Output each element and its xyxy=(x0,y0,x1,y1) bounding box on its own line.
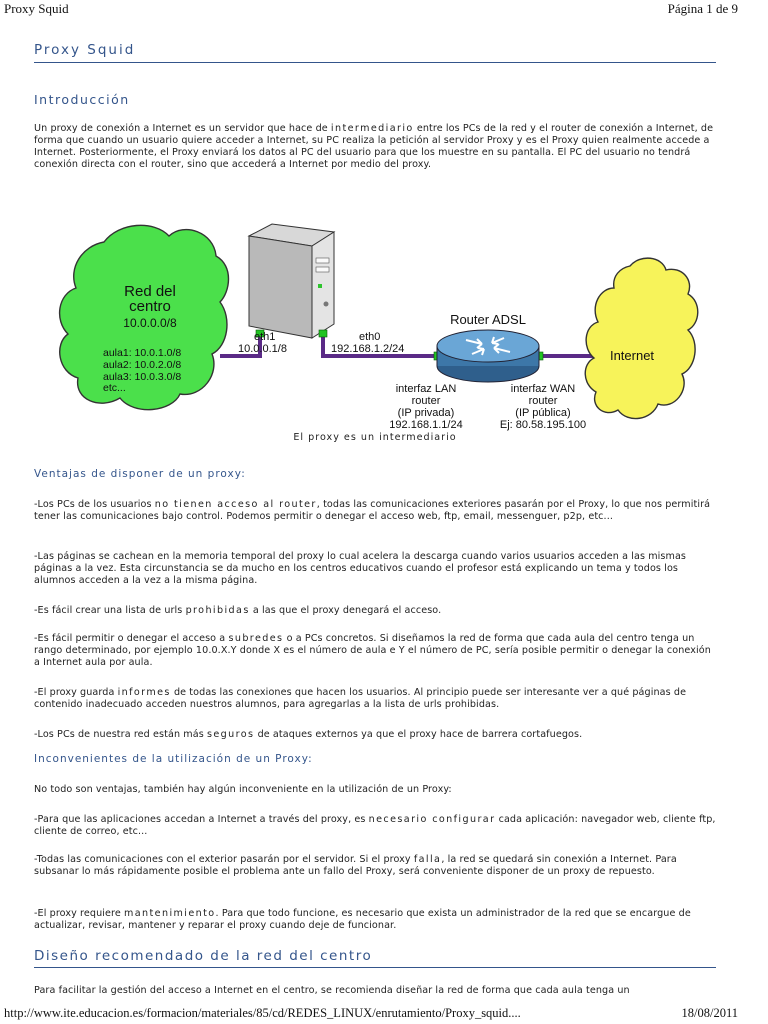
doc-title: Proxy Squid xyxy=(34,38,716,63)
diseno-heading: Diseño recomendado de la red del centro xyxy=(34,948,716,968)
cloud-left-net: 10.0.0.0/8 xyxy=(123,316,177,330)
wan-label-2: router xyxy=(528,395,558,407)
eth1-label: eth1 xyxy=(254,331,276,343)
ventajas-p5: -El proxy guarda informes de todas las conexiones que hacen los usuarios. Al principio puede ser interesante ver a qué páginas de contenido inadecuado acceden nuestros alumnos, para agregarlas a la lista de urls prohibidas. xyxy=(34,687,687,710)
wan-label-4: Ej: 80.58.195.100 xyxy=(499,419,587,431)
aula3-label: aula3: 10.0.3.0/8 xyxy=(103,371,182,383)
lan-label-2: router xyxy=(411,395,441,407)
inconvenientes-p0: No todo son ventajas, también hay algún inconveniente en la utilización de un Proxy: xyxy=(34,784,452,795)
wan-label-1: interfaz WAN xyxy=(510,383,576,395)
cloud-left-title-2: centro xyxy=(129,298,171,315)
network-diagram-svg xyxy=(34,184,716,464)
diagram-caption: El proxy es un intermediario xyxy=(293,432,457,443)
intro-heading: Introducción xyxy=(34,92,130,107)
ventajas-p4: -Es fácil permitir o denegar el acceso a subredes o a PCs concretos. Si diseñamos la red de forma que cada aula del centro tenga un rango determinado, por ejemplo 10.0.X.Y donde X es el número de aula e Y el número de PC, sería posible permitir o denegar la conexión a Internet aula por aula. xyxy=(34,633,711,668)
print-header xyxy=(0,0,768,20)
ventajas-p3: -Es fácil crear una lista de urls prohibidas a las que el proxy denegará el acceso. xyxy=(34,605,442,616)
aula1-label: aula1: 10.0.1.0/8 xyxy=(103,347,182,359)
network-diagram xyxy=(34,184,716,464)
aula2-label: aula2: 10.0.2.0/8 xyxy=(103,359,182,371)
lan-label-3: (IP privada) xyxy=(397,407,455,419)
eth0-ip-label: 192.168.1.2/24 xyxy=(331,343,405,355)
router-icon xyxy=(437,330,539,382)
right-cloud xyxy=(585,258,698,418)
cloud-left-title-1: Red del xyxy=(124,283,176,300)
ventajas-heading: Ventajas de disponer de un proxy: xyxy=(34,468,246,480)
diseno-p1: Para facilitar la gestión del acceso a Internet en el centro, se recomienda diseñar la red de forma que cada aula tenga un xyxy=(34,985,630,996)
print-header-title: Proxy Squid xyxy=(4,1,69,16)
print-footer xyxy=(0,1004,768,1024)
print-header-page: Página 1 de 9 xyxy=(667,1,738,16)
inconvenientes-p2: -Todas las comunicaciones con el exterior pasarán por el servidor. Si el proxy falla, la red se quedará sin conexión a Internet. Para subsanar lo más rápidamente posible el problema ante un fallo del Proxy, será conveniente disponer de un proxy de repuesto. xyxy=(34,854,677,877)
ventajas-p6: -Los PCs de nuestra red están más seguros de ataques externos ya que el proxy hace de barrera cortafuegos. xyxy=(34,729,583,740)
server-icon xyxy=(249,224,334,338)
inconvenientes-p3: -El proxy requiere mantenimiento. Para que todo funcione, es necesario que exista un administrador de la red que se encargue de actualizar, revisar, mantener y reparar el proxy cuando deje de funcionar. xyxy=(34,908,691,931)
eth0-label: eth0 xyxy=(359,331,381,343)
print-footer-url: http://www.ite.educacion.es/formacion/materiales/85/cd/REDES_LINUX/enrutamiento/Proxy_squid.... xyxy=(4,1006,521,1020)
inconvenientes-heading: Inconvenientes de la utilización de un Proxy: xyxy=(34,753,313,765)
ventajas-p1: -Los PCs de los usuarios no tienen acceso al router, todas las comunicaciones exteriores pasarán por el Proxy, lo que nos permitirá tener las comunicaciones bajo control. Podemos permitir o denegar el acceso web, ftp, email, messenguer, p2p, etc... xyxy=(34,499,711,522)
ventajas-p2: -Las páginas se cachean en la memoria temporal del proxy lo cual acelera la descarga cuando varios usuarios acceden a las mismas páginas a la vez. Esta circunstancia se da mucho en los centros educativos cuando el profesor está explicando un tema y todos los alumnos acceden a la vez a la misma página. xyxy=(34,551,687,586)
router-label: Router ADSL xyxy=(450,312,526,327)
inconvenientes-p1: -Para que las aplicaciones accedan a Internet a través del proxy, es necesario configurar cada aplicación: navegador web, cliente ftp, cliente de correo, etc... xyxy=(34,814,716,837)
lan-label-1: interfaz LAN xyxy=(395,383,457,395)
eth1-ip-label: 10.0.0.1/8 xyxy=(238,343,287,355)
internet-label: Internet xyxy=(609,348,655,363)
wan-label-3: (IP pública) xyxy=(515,407,571,419)
print-footer-date: 18/08/2011 xyxy=(681,1006,738,1020)
intro-paragraph: Un proxy de conexión a Internet es un servidor que hace de intermediario entre los PCs de la red y el router de conexión a Internet, de forma que cuando un usuario quiere acceder a Internet, su PC realiza la petición al servidor Proxy y es el Proxy quien realmente accede a Internet. Posteriormente, el Proxy enviará los datos al PC del usuario para que los muestre en su pantalla. El PC del usuario no tendrá conexión directa con el router, sino que accederá a Internet por medio del proxy. xyxy=(34,123,714,170)
etc-label: etc... xyxy=(103,382,126,394)
lan-label-4: 192.168.1.1/24 xyxy=(389,419,463,431)
